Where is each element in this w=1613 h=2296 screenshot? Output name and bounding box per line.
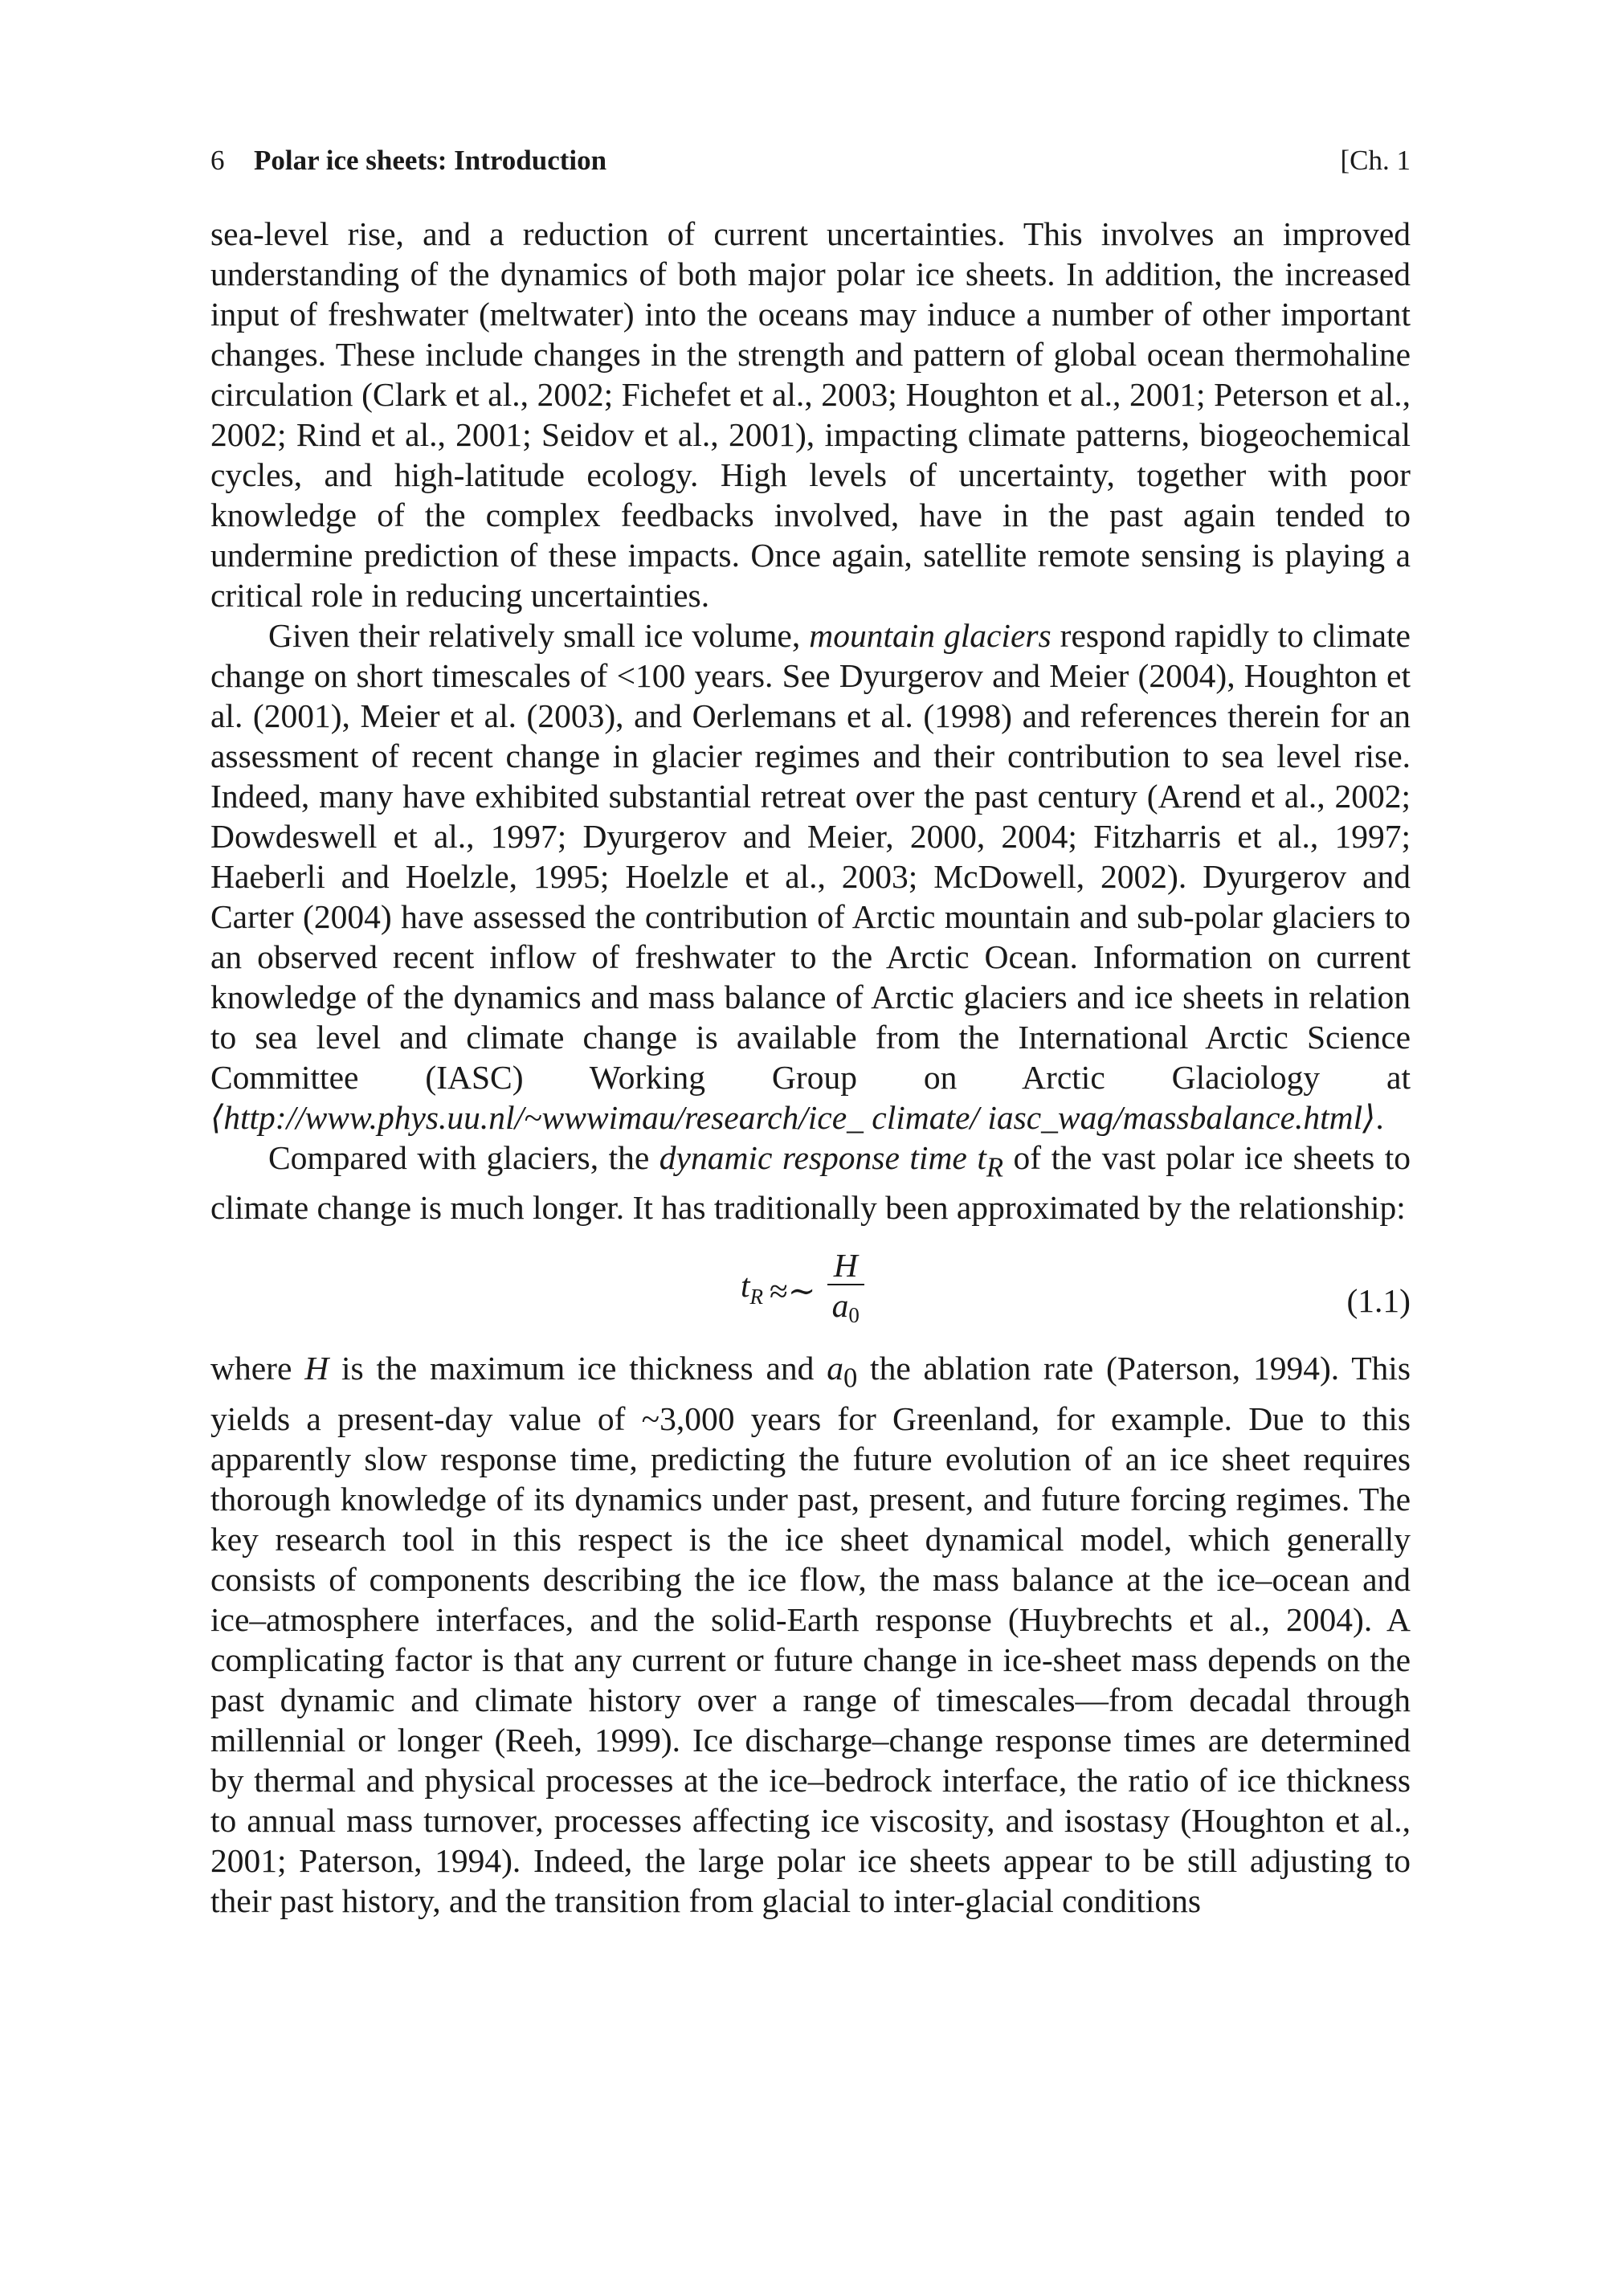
paragraph-text: Compared with glaciers, the (268, 1139, 659, 1176)
equation-number: (1.1) (1346, 1282, 1411, 1320)
body-text (210, 214, 1411, 1921)
paragraph-sea-level: sea-level rise, and a reduction of current uncertainties. This involves an improved understanding of the dynamics of both major polar ice sheets. In addition, the increased input of freshwater (meltwater) into the oceans may induce a number of other important changes. These include changes in the strength and pattern of global ocean thermohaline circulation (Clark et al., 2002; Fichefet et al., 2003; Houghton et al., 2001; Peterson et al., 2002; Rind et al., 2001; Seidov et al., 2001), impacting climate patterns, biogeochemical cycles, and high-latitude ecology. High levels of uncertainty, together with poor knowledge of the complex feedbacks involved, have in the past again tended to undermine prediction of these impacts. Once again, satellite remote sensing is playing a critical role in reducing uncertainties. (210, 215, 1411, 614)
paragraph-text: is the maximum ice thickness and (329, 1350, 827, 1387)
equation-lhs (741, 1265, 763, 1317)
equation-formula (741, 1247, 864, 1335)
fraction-numerator: H (833, 1247, 858, 1285)
denominator-var: a (831, 1287, 849, 1325)
variable-h: H (304, 1350, 329, 1387)
variable-a: a (827, 1350, 843, 1387)
equation-lhs-var: t (741, 1267, 750, 1305)
paragraph-text: Given their relatively small ice volume, (268, 617, 810, 654)
iasc-url-link[interactable]: ⟨http://www.phys.uu.nl/~wwwimau/research/ice_ climate/ iasc_wag/massbalance.html⟩ (210, 1099, 1376, 1136)
paragraph-text: the ablation rate (Paterson, 1994). This yields a present-day value of ~3,000 years for Greenland, for example. Due to this apparently slow response time, predicting the future evolution of an ice sheet requires thorough knowledge of its dynamics under past, present, and future forcing regimes. The key research tool in this respect is the ice sheet dynamical model, which generally consists of components describing the ice flow, the mass balance at the ice–ocean and ice–atmosphere interfaces, and the solid-Earth response (Huybrechts et al., 2004). A complicating factor is that any current or future change in ice-sheet mass depends on the past dynamic and climate history over a range of timescales—from decadal through millennial or longer (Reeh, 1999). Ice discharge–change response times are determined by thermal and physical processes at the ice–bedrock interface, the ratio of ice thickness to annual mass turnover, processes affecting ice viscosity, and isostasy (Houghton et al., 2001; Paterson, 1994). Indeed, the large polar ice sheets appear to be still adjusting to their past history, and the transition from glacial to inter-glacial conditions (210, 1350, 1411, 1919)
variable-subscript: R (986, 1152, 1004, 1183)
paragraph-text: . (1375, 1099, 1384, 1136)
page-number: 6 (210, 145, 225, 176)
paragraph-text: where (210, 1350, 305, 1387)
paragraph-text: respond rapidly to climate change on short timescales of <100 years. See Dyurgerov and Meier (2004), Houghton et al. (2001), Meier et al. (2003), and Oerlemans et al. (1998) and references therein for an assessment of recent change in glacier regimes and their contribution to sea level rise. Indeed, many have exhibited substantial retreat over the past century (Arend et al., 2002; Dowdeswell et al., 1997; Dyurgerov and Meier, 2000, 2004; Fitzharris et al., 1997; Haeberli and Hoelzle, 1995; Hoelzle et al., 2003; McDowell, 2002). Dyurgerov and Carter (2004) have assessed the contribution of Arctic mountain and sub-polar glaciers to an observed recent inflow of freshwater to the Arctic Ocean. Information on current knowledge of the dynamics and mass balance of Arctic glaciers and ice sheets in relation to sea level and climate change is available from the International Arctic Science Committee (IASC) Working Group on Arctic Glaciology at (210, 617, 1411, 1096)
equation-relation: ≈∼ (770, 1273, 816, 1310)
fraction-denominator (827, 1285, 864, 1335)
paragraph-text: of the vast polar ice sheets to climate change is much longer. It has traditionally been approximated by the relationship: (210, 1139, 1411, 1227)
running-title: Polar ice sheets: Introduction (254, 145, 607, 176)
equation-1-1 (210, 1239, 1411, 1345)
paragraph-response-time (210, 1138, 1411, 1228)
variable-t: t (977, 1139, 986, 1176)
emphasized-term: dynamic response time (659, 1139, 967, 1176)
equation-fraction (827, 1247, 864, 1335)
running-head (210, 141, 1411, 180)
denominator-subscript: 0 (848, 1303, 860, 1328)
paragraph-ice-sheet-dynamics (210, 1348, 1411, 1920)
variable-subscript: 0 (843, 1362, 858, 1394)
paragraph-mountain-glaciers (210, 615, 1411, 1138)
equation-lhs-subscript: R (749, 1285, 764, 1309)
chapter-reference: [Ch. 1 (1340, 145, 1411, 176)
emphasized-term: mountain glaciers (809, 617, 1052, 654)
